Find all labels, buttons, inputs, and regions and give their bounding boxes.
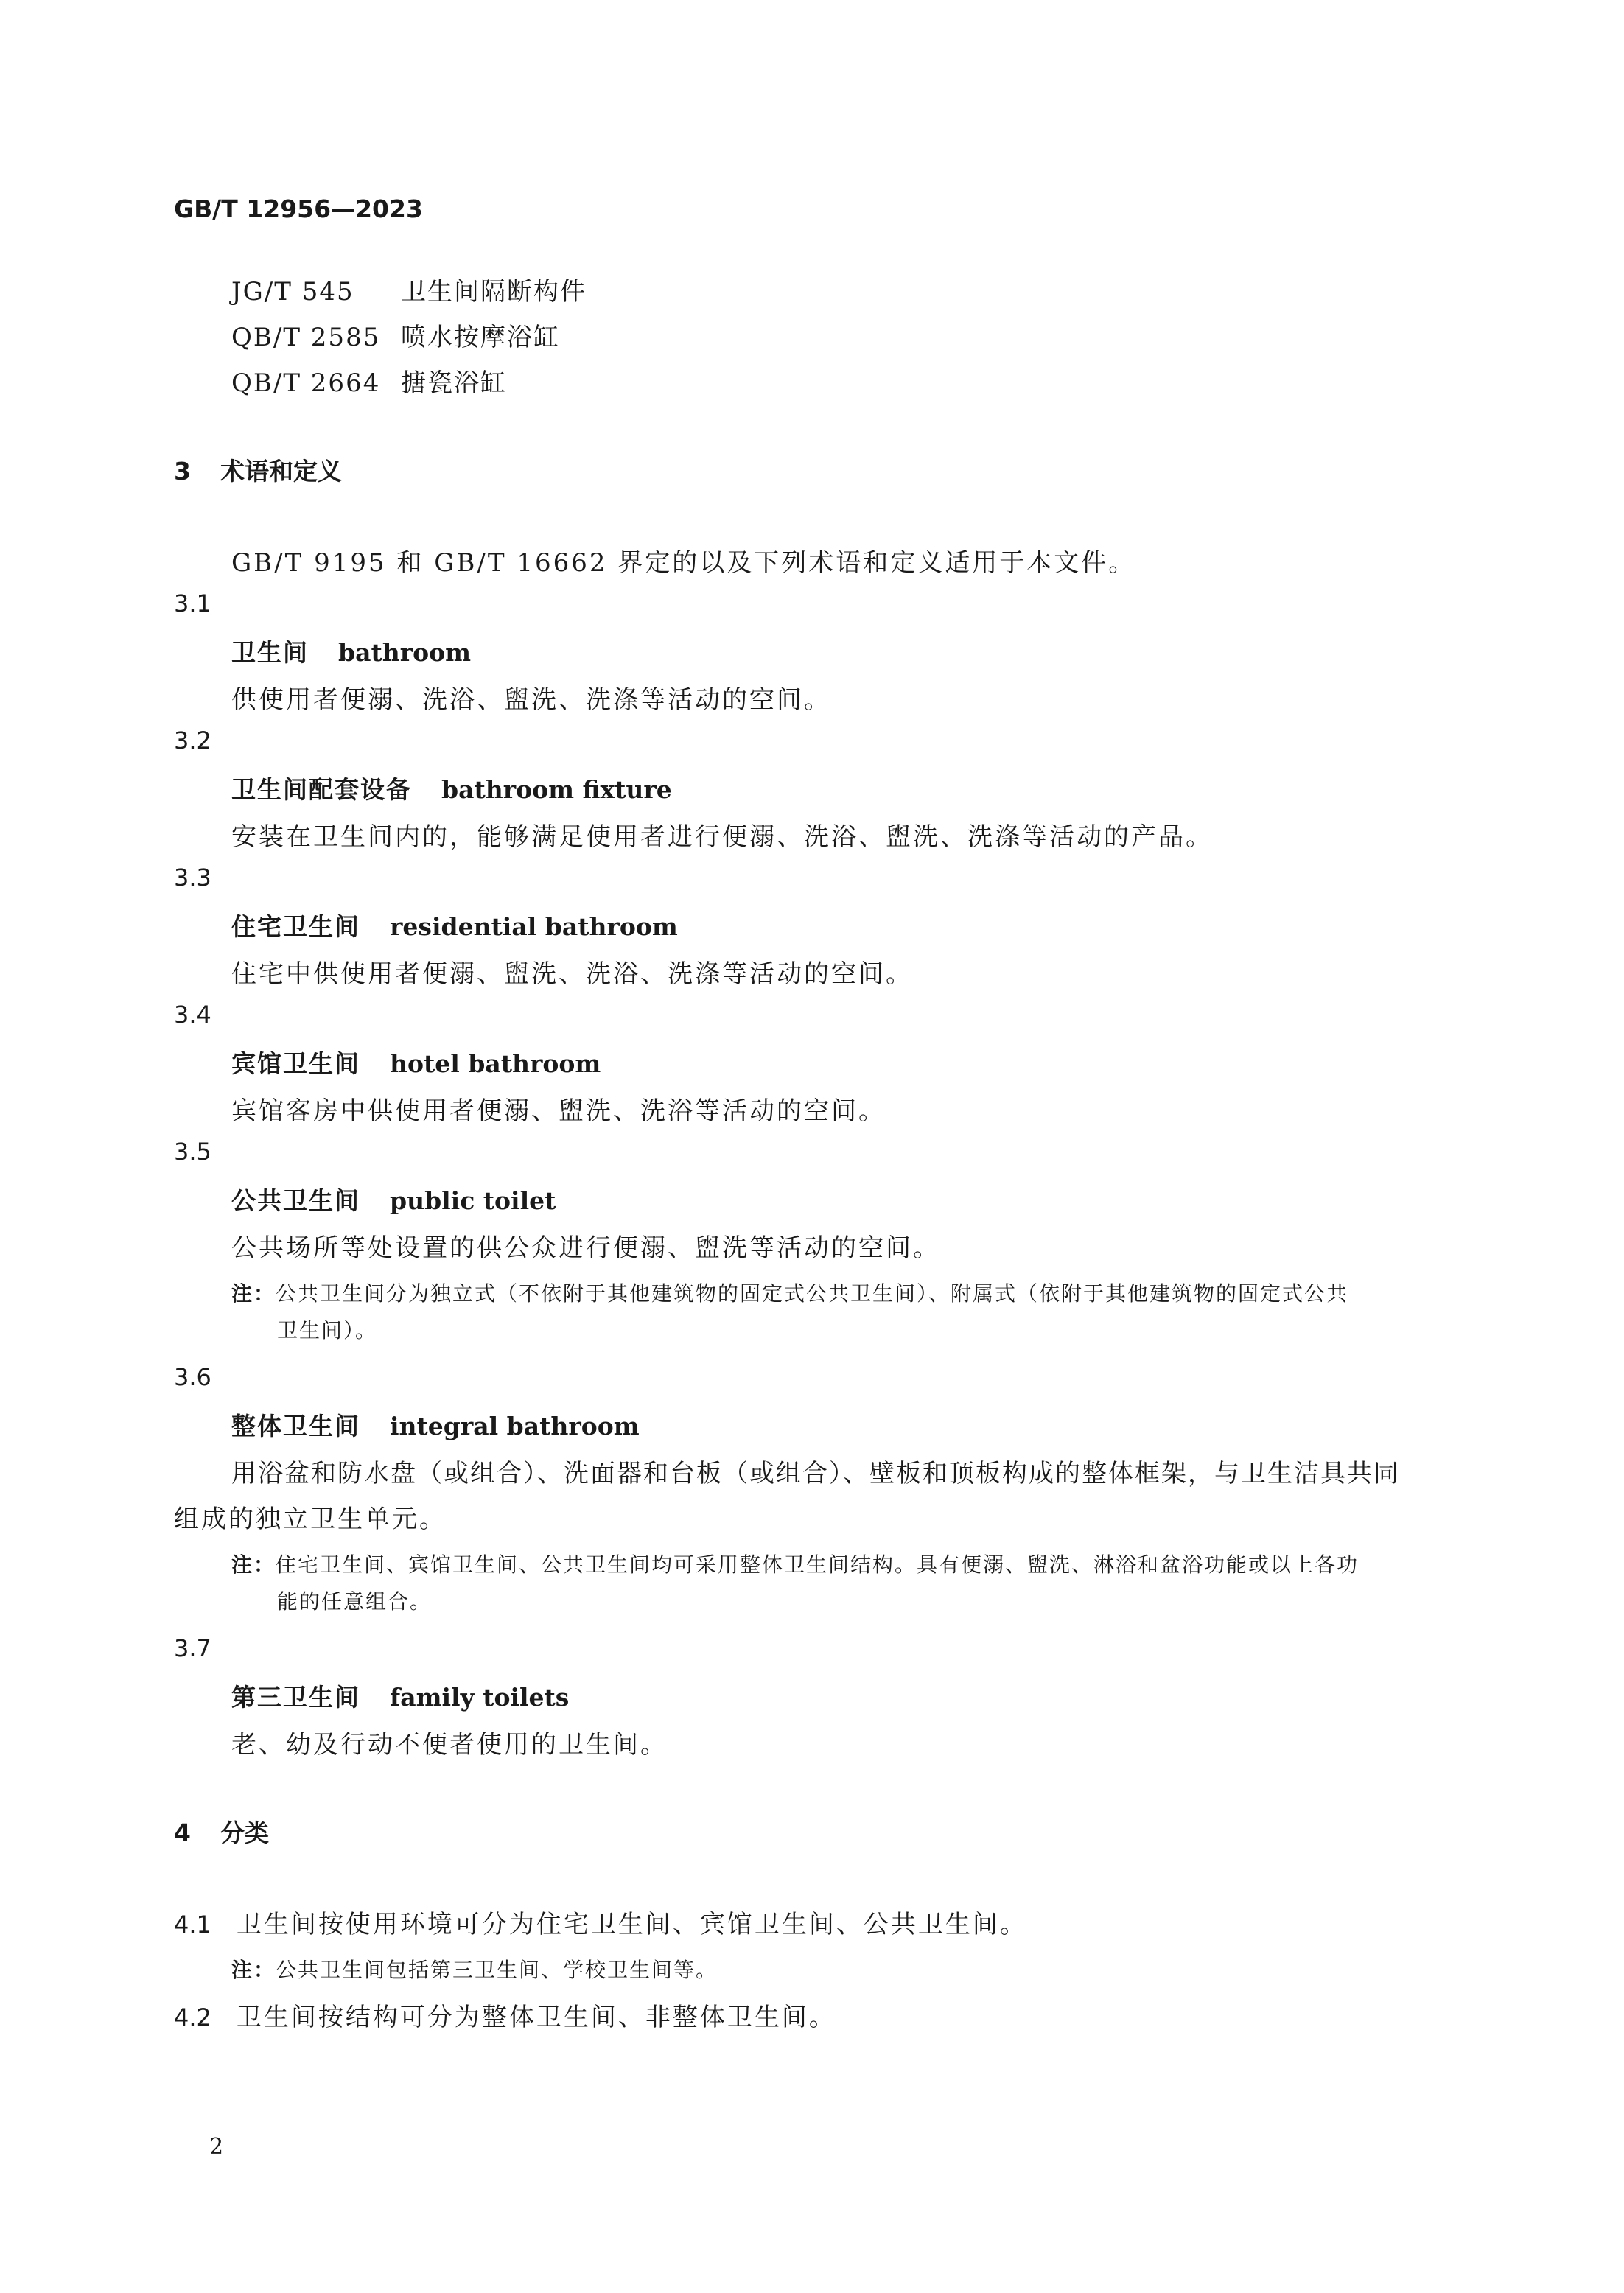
- term-definition: 住宅中供使用者便溺、盥洗、洗浴、洗涤等活动的空间。: [231, 959, 913, 989]
- term-heading: [231, 771, 672, 805]
- reference-item: [231, 363, 507, 399]
- term-number: 3.3: [174, 864, 211, 892]
- document-id: GB/T 12956—2023: [174, 195, 423, 223]
- term-cn: 第三卫生间: [231, 1683, 360, 1712]
- term-en: integral bathroom: [390, 1412, 640, 1440]
- term-number: 3.7: [174, 1634, 211, 1662]
- term-definition: 宾馆客房中供使用者便溺、盥洗、洗浴等活动的空间。: [231, 1096, 886, 1126]
- term-number: 3.5: [174, 1138, 211, 1166]
- reference-code: JG/T 545: [231, 277, 354, 307]
- reference-title: 喷水按摩浴缸: [401, 323, 560, 352]
- clause-text: 卫生间按使用环境可分为住宅卫生间、宾馆卫生间、公共卫生间。: [236, 1910, 1027, 1939]
- term-en: bathroom fixture: [441, 775, 672, 804]
- term-cn: 公共卫生间: [231, 1186, 360, 1215]
- term-cn: 卫生间: [231, 638, 309, 667]
- term-definition-continuation: 组成的独立卫生单元。: [174, 1505, 447, 1534]
- section-3-heading: [174, 452, 342, 487]
- term-cn: 住宅卫生间: [231, 912, 360, 941]
- term-heading: [231, 1407, 640, 1442]
- section-title: 分类: [220, 1818, 269, 1847]
- reference-code: QB/T 2664: [231, 368, 381, 398]
- term-definition: 老、幼及行动不便者使用的卫生间。: [231, 1730, 668, 1760]
- reference-title: 卫生间隔断构件: [401, 277, 587, 307]
- section-number: 3: [174, 457, 191, 486]
- note-label: 注：: [231, 1552, 276, 1577]
- term-definition: 用浴盆和防水盘（或组合）、洗面器和台板（或组合）、壁板和顶板构成的整体框架，与卫生洁具共同: [231, 1459, 1400, 1488]
- reference-code: QB/T 2585: [231, 323, 381, 352]
- section-title: 术语和定义: [220, 457, 342, 486]
- section-4-heading: [174, 1814, 269, 1849]
- clause-number: 4.2: [174, 2003, 211, 2031]
- term-note: [231, 1278, 1348, 1307]
- term-note-continuation: 卫生间）。: [277, 1318, 378, 1342]
- clause-number: 4.1: [174, 1911, 211, 1939]
- clause-item: [174, 1997, 836, 2033]
- section-number: 4: [174, 1818, 191, 1847]
- term-number: 3.4: [174, 1001, 211, 1029]
- clause-text: 卫生间按结构可分为整体卫生间、非整体卫生间。: [236, 2003, 836, 2032]
- term-heading: [231, 634, 471, 668]
- note-label: 注：: [231, 1958, 276, 1982]
- note-text: 公共卫生间分为独立式（不依附于其他建筑物的固定式公共卫生间）、附属式（依附于其他建筑物的固定式公共: [276, 1281, 1349, 1306]
- term-en: public toilet: [390, 1186, 556, 1215]
- clause-note: [231, 1954, 718, 1984]
- page-number: 2: [209, 2134, 224, 2160]
- term-note-continuation: 能的任意组合。: [277, 1589, 433, 1614]
- term-note: [231, 1549, 1359, 1578]
- term-heading: [231, 1182, 556, 1216]
- term-number: 3.1: [174, 589, 211, 617]
- note-text: 住宅卫生间、宾馆卫生间、公共卫生间均可采用整体卫生间结构。具有便溺、盥洗、淋浴和盆浴功能或以上各功: [276, 1552, 1359, 1577]
- term-heading: [231, 1045, 601, 1079]
- term-en: residential bathroom: [390, 912, 678, 941]
- term-cn: 卫生间配套设备: [231, 775, 412, 804]
- section-3-intro: GB/T 9195 和 GB/T 16662 界定的以及下列术语和定义适用于本文件。: [231, 548, 1136, 578]
- reference-item: [231, 317, 560, 353]
- clause-item: [174, 1904, 1027, 1940]
- term-en: bathroom: [338, 638, 472, 667]
- reference-title: 搪瓷浴缸: [401, 368, 507, 398]
- term-cn: 宾馆卫生间: [231, 1049, 360, 1078]
- term-heading: [231, 1678, 569, 1713]
- term-number: 3.2: [174, 727, 211, 755]
- term-number: 3.6: [174, 1363, 211, 1391]
- term-en: family toilets: [390, 1683, 570, 1712]
- term-heading: [231, 908, 678, 942]
- reference-item: [231, 271, 587, 307]
- term-cn: 整体卫生间: [231, 1412, 360, 1440]
- note-label: 注：: [231, 1281, 276, 1306]
- term-definition: 安装在卫生间内的，能够满足使用者进行便溺、洗浴、盥洗、洗涤等活动的产品。: [231, 822, 1213, 852]
- term-definition: 供使用者便溺、洗浴、盥洗、洗涤等活动的空间。: [231, 685, 831, 715]
- note-text: 公共卫生间包括第三卫生间、学校卫生间等。: [276, 1958, 718, 1982]
- term-definition: 公共场所等处设置的供公众进行便溺、盥洗等活动的空间。: [231, 1233, 940, 1263]
- term-en: hotel bathroom: [390, 1049, 601, 1078]
